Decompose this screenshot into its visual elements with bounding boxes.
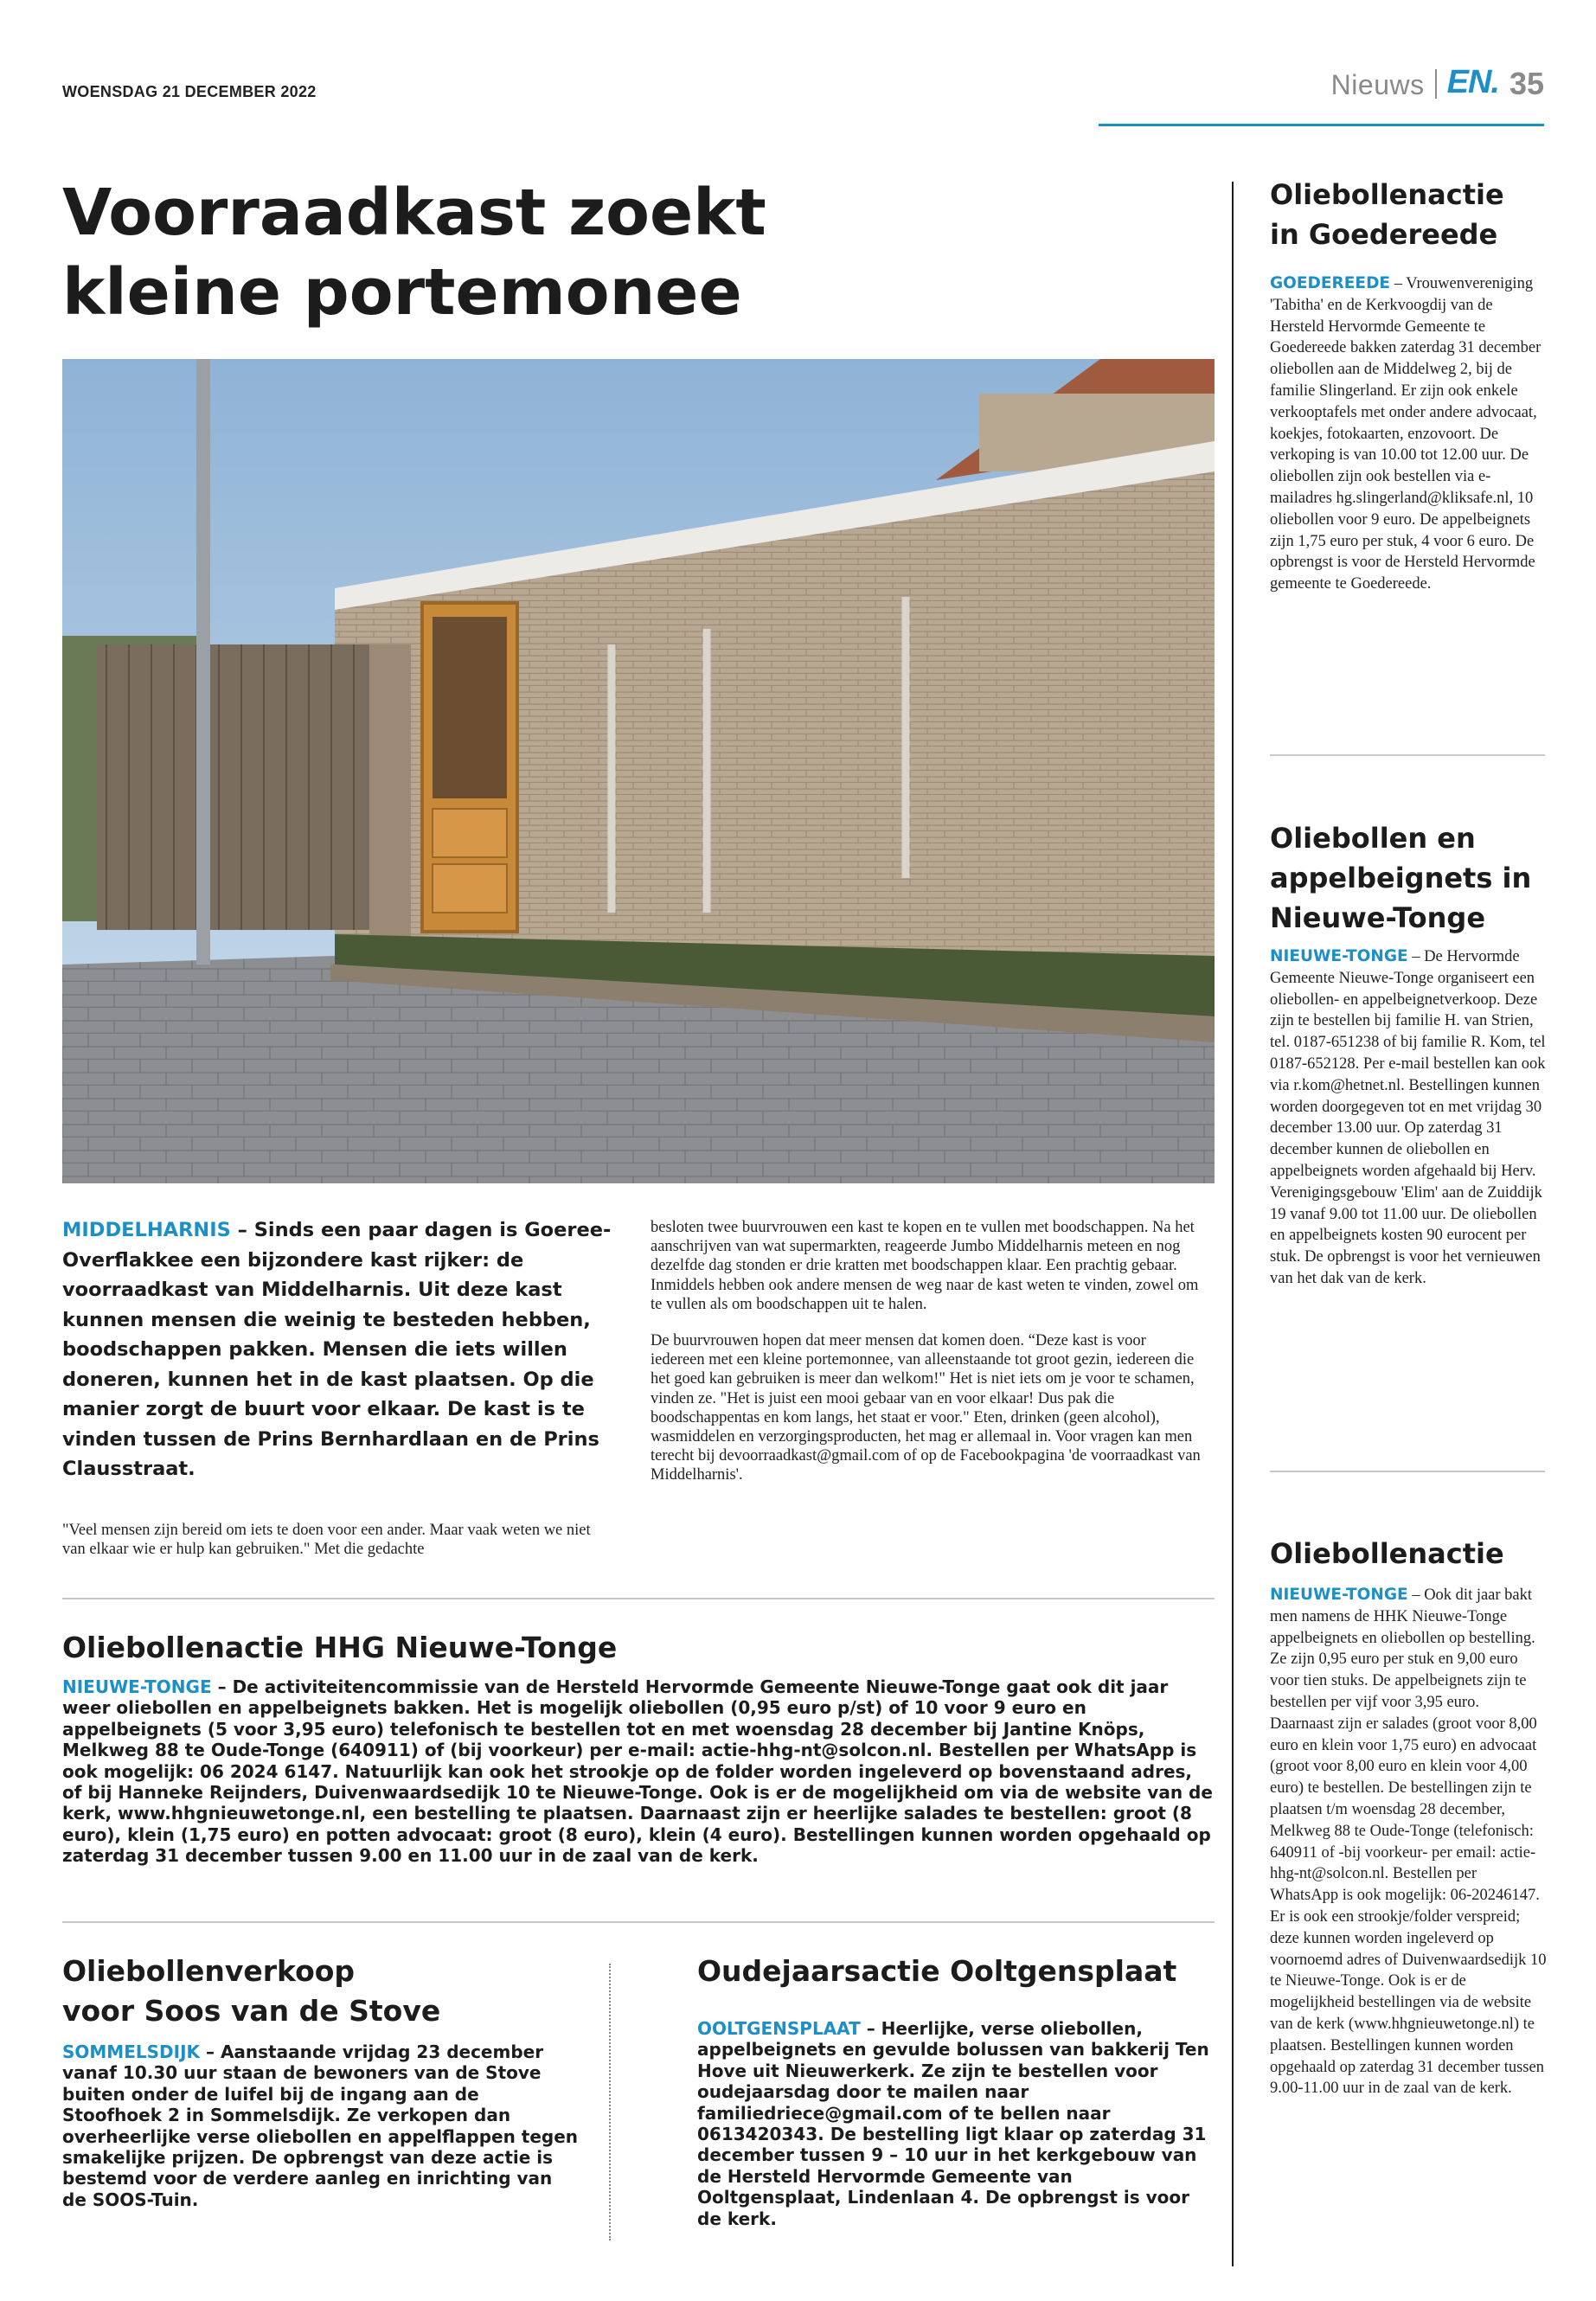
sidebar-item-3-body: [1270, 1585, 1547, 2099]
fence-gate: [369, 644, 411, 939]
sidebar-item-2-title: [1270, 818, 1547, 938]
sidebar-item-2-title-line-3: Nieuwe-Tonge: [1270, 901, 1486, 934]
sidebar-item-1-kicker: GOEDEREEDE: [1270, 274, 1391, 292]
header-divider: [1435, 69, 1437, 99]
soos-title-line-2: voor Soos van de Stove: [62, 1994, 441, 2028]
sidebar-divider-2: [1270, 1471, 1545, 1472]
sidebar-item-3-title: Oliebollenactie: [1270, 1537, 1504, 1570]
hhg-text: – De activiteitencommissie van de Hersteld Hervormde Gemeente Nieuwe-Tonge gaat ook dit jaar weer oliebollen en appelbeignets bakken. Het is mogelijk oliebollen (0,95 euro p/st) of 10 voor 9 euro en appelbeignets (5 voor 3,95 euro) telefonisch te bestellen tot en met woensdag 28 december bij Jantine Knöps, Melkweg 88 te Oude-Tonge (640911) of (bij voorkeur) per e-mail: actie-hhg-nt@solcon.nl. Bestellen per WhatsApp is ook mogelijk: 06 2024 6147. Natuurlijk kan ook het strookje op de folder worden ingeleverd op bovenstaand adres, of bij Hanneke Reijnders, Duivenwaardsedijk 10 te Nieuwe-Tonge. Ook is er de mogelijkheid om via de website van de kerk, www.hhgnieuwetonge.nl, een bestelling te plaatsen. Daarnaast zijn er heerlijke salades te bestellen: groot (8 euro), klein (1,75 euro) en potten advocaat: groot (8 euro), klein (4 euro). Bestellingen kunnen worden opgehaald op zaterdag 31 december tussen 9.00 en 11.00 uur in de zaal van de kerk.: [62, 1676, 1213, 1867]
body-column-1: "Veel mensen zijn bereid om iets te doen voor een ander. Maar vaak weten we niet van elkaar wie er hulp kan gebruiken." Met die gedachte: [62, 1522, 591, 1559]
ooltgensplaat-article-title: Oudejaarsactie Ooltgensplaat: [697, 1954, 1177, 1988]
sidebar-item-1-body: [1270, 273, 1547, 595]
masthead: [1099, 62, 1544, 126]
lamp-post: [196, 359, 210, 965]
cabinet-drawer-2: [433, 864, 507, 913]
soos-text: – Aanstaande vrijdag 23 december vanaf 10.30 uur staan de bewoners van de Stove buiten onder de luifel bij de ingang aan de Stoofhoek 2 in Sommelsdijk. Ze verkopen dan overheerlijke verse oliebollen en appelflappen tegen smakelijke prijzen. De opbrengst van deze actie is bestemd voor de verdere aanleg en inrichting van de SOOS-Tuin.: [62, 2041, 579, 2210]
cabinet-drawer-1: [433, 809, 507, 857]
wooden-fence: [97, 644, 374, 930]
issue-date: WOENSDAG 21 DECEMBER 2022: [62, 83, 317, 100]
soos-title-line-1: Oliebollenverkoop: [62, 1954, 356, 1988]
hhg-kicker: NIEUWE-TONGE: [62, 1676, 212, 1697]
soos-article-body: [62, 2041, 581, 2210]
sidebar-item-3-text: – Ook dit jaar bakt men namens de HHK Nieuwe-Tonge appelbeignets en oliebollen op bestelling. Ze zijn 0,95 euro per stuk en 9,00 euro voor tien stuks. De appelbeignets zijn te bestellen per vijf voor 3,95 euro. Daarnaast zijn er salades (groot voor 8,00 euro en klein voor 1,75 euro) en advocaat (groot voor 8,00 euro en klein voor 4,00 euro) te bestellen. De bestellingen zijn te plaatsen t/m woensdag 28 december, Melkweg 88 te Oude-Tonge (telefonisch: 640911 of -bij voorkeur- per email: actie-hhg-nt@solcon.nl. Bestellen per WhatsApp is ook mogelijk: 06-20246147. Er is ook een strookje/folder verspreid; deze kunnen worden ingeleverd op voornoemd adres of Duivenwaardsedijk 10 te Nieuwe-Tonge. Ook is er de mogelijkheid bestellingen via de website van de kerk (www.hhgnieuwetonge.nl) te plaatsen. Bestellingen kunnen worden opgehaald op zaterdag 31 december tussen 9.00-11.00 uur in de zaal van de kerk.: [1270, 1586, 1547, 2098]
main-headline: [62, 173, 1187, 332]
soos-article-title: [62, 1952, 581, 2031]
soos-kicker: SOMMELSDIJK: [62, 2041, 201, 2062]
divider-2: [62, 1921, 1215, 1923]
sidebar-item-1-title-line-1: Oliebollenactie: [1270, 178, 1504, 211]
sidebar-item-2-title-line-1: Oliebollen en: [1270, 822, 1476, 855]
ooltgensplaat-article-body: [697, 2018, 1216, 2229]
newspaper-logo: EN.: [1446, 64, 1499, 100]
sidebar-item-2-body: [1270, 946, 1547, 1290]
lead-kicker: MIDDELHARNIS: [62, 1219, 231, 1241]
cabinet-glass: [433, 617, 507, 798]
body-column-2-paragraph-2: De buurvrouwen hopen dat meer mensen dat komen doen. “Deze kast is voor iedereen met een kleine portemonnee, van alleenstaande tot groot gezin, iedereen die het goed kan gebruiken is meer dan welkom!" Het is niet iets om je voor te schamen, vinden ze. "Het is juist een mooi gebaar van en voor elkaar! Dus pak die boodschappentas en kom langs, het staat er voor." Eten, drinken (geen alcohol), wasmiddelen en verzorgingsproducten, het mag er allemaal in. Voor vragen kan men terecht bij devoorraadkast@gmail.com of op de Facebookpagina 'de voorraadkast van Middelharnis'.: [651, 1332, 1201, 1484]
sidebar-item-2-kicker: NIEUWE-TONGE: [1270, 947, 1408, 965]
sidebar-item-3-kicker: NIEUWE-TONGE: [1270, 1586, 1408, 1604]
divider-1: [62, 1598, 1215, 1599]
photo-illustration: [62, 359, 1215, 1183]
lead-paragraph: [62, 1215, 616, 1484]
sidebar-item-2-title-line-2: appelbeignets in: [1270, 862, 1532, 894]
hhg-article-title: Oliebollenactie HHG Nieuwe-Tonge: [62, 1631, 618, 1664]
lead-text: – Sinds een paar dagen is Goeree-Overflakkee een bijzondere kast rijker: de voorraadkast van Middelharnis. Uit deze kast kunnen mensen die weinig te besteden hebben, boodschappen pakken. Mensen die iets willen doneren, kunnen het in de kast plaatsen. Op die manier zorgt de buurt voor elkaar. De kast is te vinden tussen de Prins Bernhardlaan en de Prins Clausstraat.: [62, 1219, 612, 1480]
sidebar-item-1-title: [1270, 175, 1547, 254]
body-column-2: [651, 1218, 1204, 1485]
hhg-article-body: [62, 1676, 1215, 1867]
sidebar-item-1-text: – Vrouwenvereniging 'Tabitha' en de Kerkvoogdij van de Hersteld Hervormde Gemeente te Goedereede bakken zaterdag 31 december oliebollen aan de Middelweg 2, bij de familie Slingerland. Er zijn ook enkele verkooptafels met onder andere advocaat, koekjes, fotokaarten, enzovoort. De verkoping is van 10.00 tot 12.00 uur. De oliebollen zijn ook bestellen via e-mailadres hg.slingerland@kliksafe.nl, 10 oliebollen voor 9 euro. De appelbeignets zijn 1,75 euro per stuk, 4 voor 6 euro. De opbrengst is voor de Hersteld Hervormde gemeente te Goedereede.: [1270, 275, 1542, 593]
article-photo: [62, 359, 1215, 1183]
sidebar-item-1-title-line-2: in Goedereede: [1270, 218, 1498, 251]
body-column-2-paragraph-1: besloten twee buurvrouwen een kast te kopen en te vullen met boodschappen. Na het aanschrijven van wat supermarkten, reageerde Jumbo Middelharnis meteen en nog dezelfde dag stonden er drie kratten met boodschappen klaar. Een prachtig gebaar. Inmiddels hebben ook andere mensen de weg naar de kast weten te vinden, zowel om te vullen als om boodschappen uit te halen.: [651, 1219, 1199, 1313]
ooltgensplaat-kicker: OOLTGENSPLAAT: [697, 2018, 861, 2039]
sidebar-divider-1: [1270, 754, 1545, 756]
ooltgensplaat-text: – Heerlijke, verse oliebollen, appelbeignets en gevulde bolussen van bakkerij Ten Hove uit Nieuwerkerk. Ze zijn te bestellen voor oudejaarsdag door te mailen naar familiedriece@gmail.com of te bellen naar 0613420343. De bestelling ligt klaar op zaterdag 31 december tussen 9 – 10 uur in het kerkgebouw van de Hersteld Hervormde Gemeente van Ooltgensplaat, Lindenlaan 4. De opbrengst is voor de kerk.: [697, 2018, 1209, 2229]
sidebar-rule: [1232, 182, 1234, 2266]
headline-line-2: kleine portemonee: [62, 255, 742, 330]
page-number: 35: [1509, 66, 1544, 101]
sidebar-item-2-text: – De Hervormde Gemeente Nieuwe-Tonge organiseert een oliebollen- en appelbeignetverkoop. Deze zijn te bestellen bij familie H. van Strien, tel. 0187-651238 of bij familie R. Kom, tel 0187-652128. Per e-mail bestellen kan ook via r.kom@hetnet.nl. Bestellingen kunnen worden doorgegeven tot en met vrijdag 30 december 13.00 uur. Op zaterdag 31 december kunnen de oliebollen en appelbeignets worden afgehaald bij Herv. Verenigingsgebouw 'Elim' aan de Zuiddijk 19 vanaf 9.00 tot 11.00 uur. De oliebollen en appelbeignets kosten 90 eurocent per stuk. De opbrengst is voor het vernieuwen van het dak van de kerk.: [1270, 948, 1546, 1287]
column-divider-dotted: [609, 1964, 611, 2240]
section-name: Nieuws: [1330, 69, 1425, 100]
headline-line-1: Voorraadkast zoekt: [62, 176, 766, 250]
